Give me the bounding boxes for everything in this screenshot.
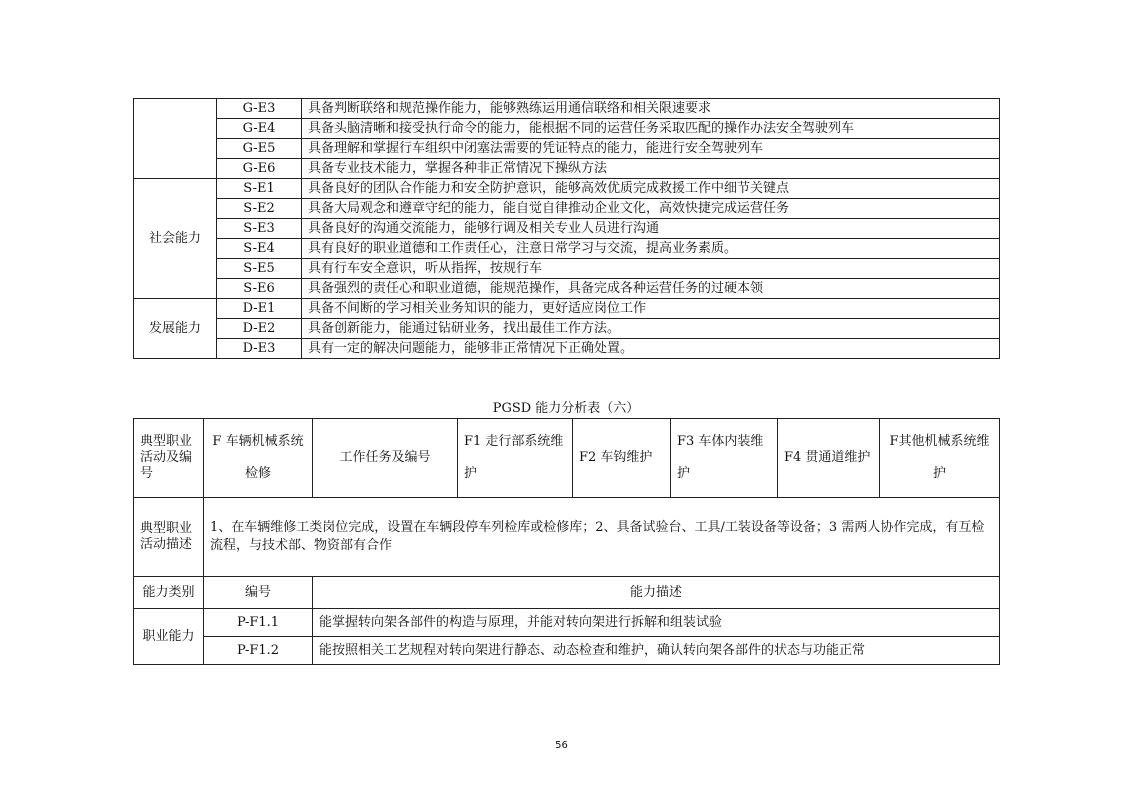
description-label: 典型职业活动描述 xyxy=(134,498,204,577)
code-label: 编号 xyxy=(204,577,313,609)
task-label: 工作任务及编号 xyxy=(313,419,458,498)
ability-code: G-E6 xyxy=(217,159,302,179)
ability-code: D-E2 xyxy=(217,319,302,339)
table-row xyxy=(134,199,1000,219)
ability-text: 具有良好的职业道德和工作责任心，注意日常学习与交流，提高业务素质。 xyxy=(302,239,1000,259)
ability-text: 能掌握转向架各部件的构造与原理，并能对转向架进行拆解和组装试验 xyxy=(313,609,1000,637)
ability-category: 职业能力 xyxy=(134,609,204,665)
ability-code: S-E5 xyxy=(217,259,302,279)
task-f3: F3 车体内装维 护 xyxy=(671,419,778,498)
table-caption: PGSD 能力分析表（六） xyxy=(492,401,640,416)
header-row xyxy=(134,419,1000,498)
table-row xyxy=(134,609,1000,637)
ability-code: P-F1.2 xyxy=(204,637,313,665)
activity-value-line2: 检修 xyxy=(244,466,271,481)
ability-text: 具备强烈的责任心和职业道德，能规范操作，具备完成各种运营任务的过硬本领 xyxy=(302,279,1000,299)
ability-code: D-E3 xyxy=(217,339,302,359)
ability-text: 具备专业技术能力，掌握各种非正常情况下操纵方法 xyxy=(302,159,1000,179)
page-number: 56 xyxy=(555,740,568,751)
table-row xyxy=(134,99,1000,119)
activity-label: 典型职业活动及编号 xyxy=(134,419,204,498)
table-row xyxy=(134,637,1000,665)
desc-label: 能力描述 xyxy=(313,577,1000,609)
ability-text: 具备良好的沟通交流能力，能够行调及相关专业人员进行沟通 xyxy=(302,219,1000,239)
task-f5: F其他机械系统维 护 xyxy=(880,419,1000,498)
ability-text: 具备创新能力，能通过钻研业务，找出最佳工作方法。 xyxy=(302,319,1000,339)
ability-text: 具备不间断的学习相关业务知识的能力，更好适应岗位工作 xyxy=(302,299,1000,319)
table-row xyxy=(134,139,1000,159)
ability-code: S-E4 xyxy=(217,239,302,259)
ability-table-continued xyxy=(133,98,1000,359)
table-row xyxy=(134,239,1000,259)
activity-value xyxy=(204,419,313,498)
table-row xyxy=(134,279,1000,299)
description-text: 1、在车辆维修工类岗位完成，设置在车辆段停车列检库或检修库；2、具备试验台、工具/工装设备等设备；3 需两人协作完成，有互检流程，与技术部、物资部有合作 xyxy=(204,498,1000,577)
ability-code: S-E6 xyxy=(217,279,302,299)
ability-text: 具备判断联络和规范操作能力，能够熟练运用通信联络和相关限速要求 xyxy=(302,99,1000,119)
table-row xyxy=(134,319,1000,339)
ability-text: 具备大局观念和遵章守纪的能力，能自觉自律推动企业文化，高效快捷完成运营任务 xyxy=(302,199,1000,219)
category-label: 能力类别 xyxy=(134,577,204,609)
ability-text: 具有行车安全意识，听从指挥，按规行车 xyxy=(302,259,1000,279)
ability-code: P-F1.1 xyxy=(204,609,313,637)
ability-code: S-E3 xyxy=(217,219,302,239)
ability-code: G-E3 xyxy=(217,99,302,119)
task-f2: F2 车钩维护 xyxy=(573,419,671,498)
ability-header-row xyxy=(134,577,1000,609)
ability-code: G-E4 xyxy=(217,119,302,139)
activity-value-line1: F 车辆机械系统 xyxy=(212,434,304,449)
description-row xyxy=(134,498,1000,577)
ability-text: 具有一定的解决问题能力，能够非正常情况下正确处置。 xyxy=(302,339,1000,359)
table-row xyxy=(134,339,1000,359)
table-row xyxy=(134,179,1000,199)
ability-code: D-E1 xyxy=(217,299,302,319)
ability-text: 具备头脑清晰和接受执行命令的能力，能根据不同的运营任务采取匹配的操作办法安全驾驶列车 xyxy=(302,119,1000,139)
table-row xyxy=(134,259,1000,279)
table-row xyxy=(134,159,1000,179)
ability-text: 具备理解和掌握行车组织中闭塞法需要的凭证特点的能力，能进行安全驾驶列车 xyxy=(302,139,1000,159)
ability-code: S-E1 xyxy=(217,179,302,199)
ability-text: 具备良好的团队合作能力和安全防护意识，能够高效优质完成救援工作中细节关键点 xyxy=(302,179,1000,199)
task-f4: F4 贯通道维护 xyxy=(778,419,880,498)
ability-text: 能按照相关工艺规程对转向架进行静态、动态检查和维护，确认转向架各部件的状态与功能正常 xyxy=(313,637,1000,665)
table-row xyxy=(134,299,1000,319)
ability-code: G-E5 xyxy=(217,139,302,159)
ability-code: S-E2 xyxy=(217,199,302,219)
pgsd-analysis-table xyxy=(133,418,1000,665)
category-cell: 社会能力 xyxy=(134,179,217,299)
table-row xyxy=(134,219,1000,239)
task-f1: F1 走行部系统维 护 xyxy=(458,419,573,498)
category-cell: 发展能力 xyxy=(134,299,217,359)
table-row xyxy=(134,119,1000,139)
category-cell xyxy=(134,99,217,179)
